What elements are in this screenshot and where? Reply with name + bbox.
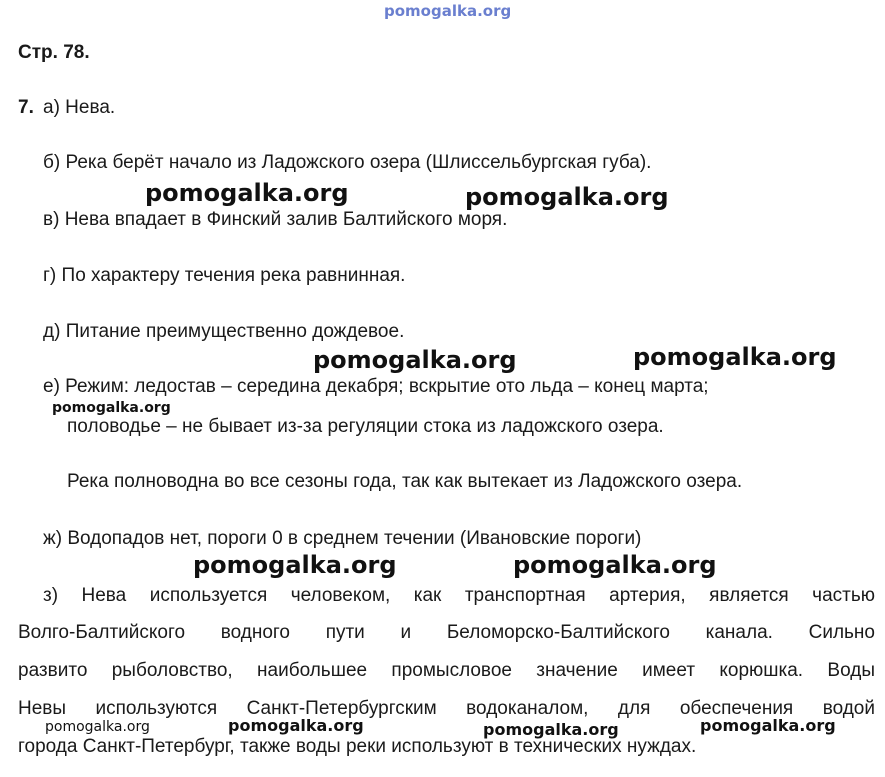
watermark: pomogalka.org [45,719,150,735]
answer-z-line5: города Санкт-Петербург, также воды реки используют в технических нуждах. [18,736,697,757]
page-heading: Стр. 78. [18,42,90,63]
watermark: pomogalka.org [313,346,517,374]
watermark: pomogalka.org [145,179,349,207]
watermark: pomogalka.org [483,720,619,739]
answer-v: в) Нева впадает в Финский залив Балтийского моря. [43,209,508,230]
watermark: pomogalka.org [700,716,836,735]
watermark: pomogalka.org [52,400,171,416]
answer-z-line4: Невы используются Санкт-Петербургским водоканалом, для обеспечения водой [18,698,875,719]
watermark: pomogalka.org [513,551,717,579]
watermark: pomogalka.org [633,343,837,371]
answer-a: а) Нева. [43,97,116,118]
answer-z-line1: з) Нева используется человеком, как транспортная артерия, является частью [43,585,875,606]
watermark: pomogalka.org [193,551,397,579]
answer-e-line2: половодье – не бывает из-за регуляции стока из ладожского озера. [67,416,664,437]
header-watermark: pomogalka.org [384,2,512,20]
answer-e-line1: е) Режим: ледостав – середина декабря; вскрытие ото льда – конец марта; [43,376,709,397]
watermark: pomogalka.org [465,183,669,211]
answer-b: б) Река берёт начало из Ладожского озера (Шлиссельбургская губа). [43,152,652,173]
answer-z-line2: Волго-Балтийского водного пути и Беломорско-Балтийского канала. Сильно [18,622,875,643]
answer-d: д) Питание преимущественно дождевое. [43,321,405,342]
answer-g: г) По характеру течения река равнинная. [43,265,406,286]
answer-e-line3: Река полноводна во все сезоны года, так как вытекает из Ладожского озера. [67,471,743,492]
answer-z-line3: развито рыболовство, наибольшее промысловое значение имеет корюшка. Воды [18,660,875,681]
task-number: 7. [18,97,34,118]
answer-zh: ж) Водопадов нет, пороги 0 в среднем течении (Ивановские пороги) [43,528,642,549]
watermark: pomogalka.org [228,716,364,735]
